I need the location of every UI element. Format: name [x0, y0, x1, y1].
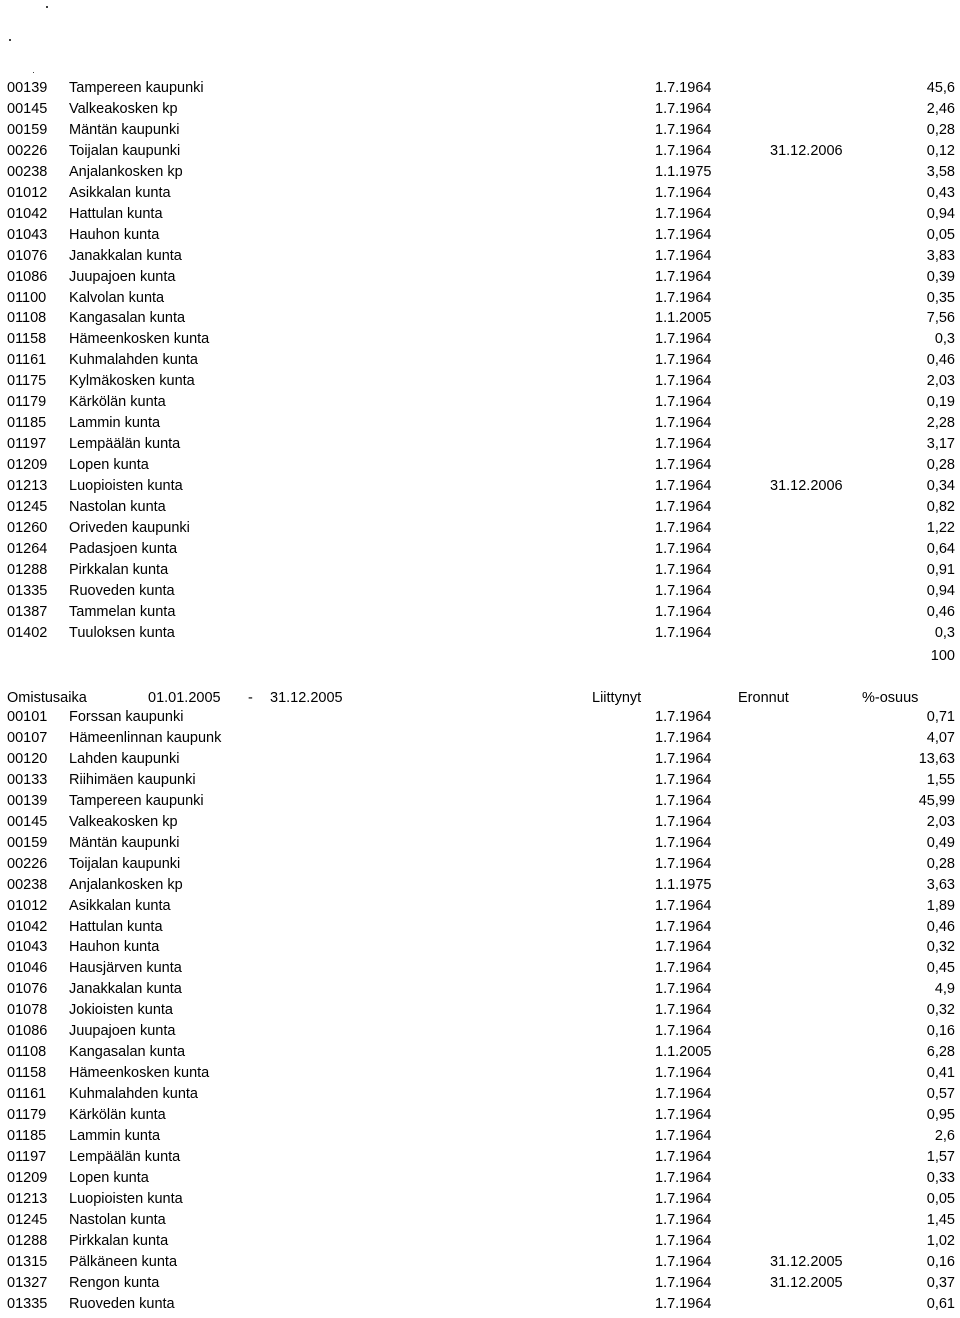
- cell-name: Tampereen kaupunki: [69, 792, 204, 809]
- cell-share: 4,07: [926, 729, 955, 746]
- cell-code: 01012: [7, 897, 48, 914]
- table-row: [0, 560, 960, 581]
- cell-name: Hattulan kunta: [69, 205, 163, 222]
- cell-code: 00145: [7, 100, 48, 117]
- table-row: [0, 288, 960, 309]
- cell-share: 3,83: [926, 247, 955, 264]
- cell-joined: 1.7.1964: [655, 981, 712, 998]
- cell-joined: 1.7.1964: [655, 603, 712, 620]
- table-row: [0, 1105, 960, 1126]
- cell-code: 01402: [7, 624, 48, 641]
- cell-code: 01042: [7, 205, 48, 222]
- cell-joined: 1.7.1964: [655, 540, 712, 557]
- cell-name: Nastolan kunta: [69, 1211, 166, 1228]
- cell-share: 0,28: [926, 121, 955, 138]
- cell-name: Valkeakosken kp: [69, 813, 178, 830]
- cell-share: 0,35: [926, 289, 955, 306]
- cell-share: 1,57: [926, 1148, 955, 1165]
- cell-share: 1,02: [926, 1232, 955, 1249]
- cell-joined: 1.7.1964: [655, 1065, 712, 1082]
- table-row: [0, 854, 960, 875]
- cell-share: 4,9: [934, 981, 955, 998]
- cell-code: 00159: [7, 834, 48, 851]
- cell-code: 00133: [7, 771, 48, 788]
- cell-share: 0,41: [926, 1065, 955, 1082]
- cell-share: 0,3: [934, 331, 955, 348]
- cell-code: 01197: [7, 1148, 47, 1165]
- cell-code: 01042: [7, 918, 48, 935]
- table-row: [0, 602, 960, 623]
- cell-name: Asikkalan kunta: [69, 184, 171, 201]
- cell-name: Kangasalan kunta: [69, 310, 186, 327]
- table-row: [0, 539, 960, 560]
- cell-joined: 1.7.1964: [655, 205, 712, 222]
- cell-name: Tampereen kaupunki: [69, 80, 204, 96]
- cell-share: 0,46: [926, 352, 955, 369]
- cell-name: Mäntän kaupunki: [69, 834, 180, 851]
- cell-share: 0,34: [926, 478, 955, 495]
- cell-name: Tuuloksen kunta: [69, 624, 175, 641]
- cell-joined: 1.7.1964: [655, 457, 712, 474]
- cell-name: Kärkölän kunta: [69, 1107, 166, 1124]
- cell-code: 01175: [7, 373, 47, 390]
- cell-name: Asikkalan kunta: [69, 897, 171, 914]
- cell-share: 0,94: [926, 582, 955, 599]
- cell-joined: 1.7.1964: [655, 918, 712, 935]
- cell-name: Janakkalan kunta: [69, 247, 182, 264]
- table-row: [0, 392, 960, 413]
- cell-share: 0,32: [926, 1002, 955, 1019]
- cell-joined: 1.7.1964: [655, 897, 712, 914]
- col-header-joined: Liittynyt: [592, 690, 642, 706]
- cell-name: Kuhmalahden kunta: [69, 1086, 198, 1103]
- cell-name: Luopioisten kunta: [69, 478, 183, 495]
- cell-code: 01161: [7, 352, 47, 369]
- table-row: [0, 162, 960, 183]
- cell-joined: 1.7.1964: [655, 1086, 712, 1103]
- period-end: 31.12.2005: [270, 690, 343, 706]
- table-row: [0, 1126, 960, 1147]
- cell-code: 00139: [7, 80, 48, 96]
- cell-share: 0,16: [926, 1023, 955, 1040]
- cell-joined: 1.7.1964: [655, 1274, 712, 1291]
- cell-joined: 1.7.1964: [655, 478, 712, 495]
- table-row: [0, 1252, 960, 1273]
- cell-joined: 1.7.1964: [655, 289, 712, 306]
- cell-name: Lempäälän kunta: [69, 1148, 181, 1165]
- cell-joined: 1.7.1964: [655, 771, 712, 788]
- cell-name: Nastolan kunta: [69, 499, 166, 515]
- cell-share: 0,28: [926, 855, 955, 872]
- cell-code: 01185: [7, 1128, 47, 1144]
- cell-joined: 1.7.1964: [655, 80, 712, 96]
- cell-code: 01012: [7, 184, 48, 201]
- cell-joined: 1.1.2005: [655, 310, 712, 327]
- table-row: [0, 371, 960, 392]
- cell-code: 01086: [7, 1023, 48, 1040]
- cell-name: Lahden kaupunki: [69, 750, 180, 767]
- cell-joined: 1.7.1964: [655, 624, 712, 641]
- cell-share: 0,45: [926, 960, 955, 977]
- table-row: [0, 1273, 960, 1294]
- scan-speck: [33, 72, 34, 73]
- cell-share: 0,46: [926, 603, 955, 620]
- table-row: [0, 875, 960, 896]
- cell-code: 01179: [7, 1107, 47, 1124]
- cell-joined: 1.7.1964: [655, 939, 712, 956]
- cell-joined: 1.7.1964: [655, 1169, 712, 1186]
- col-header-share: %-osuus: [862, 690, 919, 706]
- cell-name: Toijalan kaupunki: [69, 855, 181, 872]
- cell-share: 0,32: [926, 939, 955, 956]
- section2-header: [0, 688, 960, 709]
- cell-code: 00101: [7, 709, 48, 725]
- cell-joined: 1.7.1964: [655, 1128, 712, 1144]
- table-row: [0, 833, 960, 854]
- cell-name: Kylmäkosken kunta: [69, 373, 195, 390]
- table-row: [0, 78, 960, 99]
- cell-code: 01260: [7, 519, 48, 536]
- cell-share: 3,17: [926, 436, 955, 453]
- cell-share: 0,43: [926, 184, 955, 201]
- cell-share: 0,64: [926, 540, 955, 557]
- cell-code: 00238: [7, 163, 48, 180]
- period-label: Omistusaika: [7, 690, 87, 706]
- cell-share: 2,03: [926, 373, 955, 390]
- cell-joined: 1.7.1964: [655, 1023, 712, 1040]
- cell-joined: 1.7.1964: [655, 813, 712, 830]
- cell-joined: 1.7.1964: [655, 184, 712, 201]
- cell-joined: 1.7.1964: [655, 855, 712, 872]
- cell-joined: 1.7.1964: [655, 1002, 712, 1019]
- cell-code: 01213: [7, 1190, 48, 1207]
- cell-code: 01213: [7, 478, 48, 495]
- cell-name: Kalvolan kunta: [69, 289, 165, 306]
- cell-code: 01185: [7, 415, 47, 432]
- cell-code: 01076: [7, 247, 48, 264]
- scan-speck: [46, 6, 48, 8]
- cell-code: 00226: [7, 142, 48, 159]
- cell-share: 13,63: [918, 750, 955, 767]
- cell-name: Valkeakosken kp: [69, 100, 178, 117]
- table-row: [0, 141, 960, 162]
- table-row: [0, 267, 960, 288]
- cell-joined: 1.7.1964: [655, 519, 712, 536]
- table-row: [0, 1000, 960, 1021]
- cell-name: Anjalankosken kp: [69, 876, 183, 893]
- cell-name: Juupajoen kunta: [69, 268, 176, 285]
- cell-code: 01335: [7, 582, 48, 599]
- table-row: [0, 1189, 960, 1210]
- cell-code: 01245: [7, 499, 48, 515]
- cell-name: Luopioisten kunta: [69, 1190, 183, 1207]
- table-row: [0, 707, 960, 728]
- cell-name: Lammin kunta: [69, 415, 161, 432]
- cell-share: 0,94: [926, 205, 955, 222]
- cell-joined: 1.1.2005: [655, 1044, 712, 1061]
- cell-code: 01158: [7, 331, 47, 348]
- cell-name: Jokioisten kunta: [69, 1002, 173, 1019]
- period-separator: -: [248, 690, 253, 706]
- table-row: [0, 1210, 960, 1231]
- cell-code: 01108: [7, 1044, 47, 1061]
- table-row: [0, 204, 960, 225]
- cell-name: Hausjärven kunta: [69, 960, 182, 977]
- cell-share: 0,71: [926, 709, 955, 725]
- cell-code: 01387: [7, 603, 48, 620]
- cell-name: Rengon kunta: [69, 1274, 160, 1291]
- cell-share: 1,22: [926, 519, 955, 536]
- cell-code: 01043: [7, 939, 48, 956]
- cell-share: 0,49: [926, 834, 955, 851]
- table-row: [0, 770, 960, 791]
- cell-code: 01076: [7, 981, 48, 998]
- cell-code: 00139: [7, 792, 48, 809]
- cell-joined: 1.7.1964: [655, 834, 712, 851]
- cell-code: 00145: [7, 813, 48, 830]
- cell-joined: 1.7.1964: [655, 792, 712, 809]
- cell-name: Pirkkalan kunta: [69, 561, 169, 578]
- cell-code: 01046: [7, 960, 48, 977]
- cell-name: Pälkäneen kunta: [69, 1253, 178, 1270]
- cell-name: Mäntän kaupunki: [69, 121, 180, 138]
- cell-joined: 1.7.1964: [655, 352, 712, 369]
- cell-share: 2,03: [926, 813, 955, 830]
- table-row: [0, 749, 960, 770]
- cell-name: Hämeenkosken kunta: [69, 1065, 210, 1082]
- cell-name: Pirkkalan kunta: [69, 1232, 169, 1249]
- cell-share: 0,33: [926, 1169, 955, 1186]
- table-row: [0, 413, 960, 434]
- cell-joined: 1.7.1964: [655, 100, 712, 117]
- cell-joined: 1.7.1964: [655, 709, 712, 725]
- cell-share: 0,95: [926, 1107, 955, 1124]
- cell-joined: 1.7.1964: [655, 1253, 712, 1270]
- cell-joined: 1.7.1964: [655, 1232, 712, 1249]
- cell-name: Padasjoen kunta: [69, 540, 178, 557]
- table-row: [0, 1294, 960, 1315]
- table-row: [0, 455, 960, 476]
- cell-name: Oriveden kaupunki: [69, 519, 190, 536]
- period-start: 01.01.2005: [148, 690, 221, 706]
- cell-joined: 1.7.1964: [655, 373, 712, 390]
- cell-name: Janakkalan kunta: [69, 981, 182, 998]
- cell-code: 01086: [7, 268, 48, 285]
- table-row: [0, 937, 960, 958]
- cell-name: Riihimäen kaupunki: [69, 771, 196, 788]
- cell-joined: 1.7.1964: [655, 415, 712, 432]
- cell-share: 0,12: [926, 142, 955, 159]
- cell-joined: 1.1.1975: [655, 163, 712, 180]
- cell-left: 31.12.2006: [770, 478, 843, 495]
- table-row: [0, 183, 960, 204]
- cell-share: 0,37: [926, 1274, 955, 1291]
- cell-code: 01161: [7, 1086, 47, 1103]
- cell-share: 7,56: [926, 310, 955, 327]
- cell-name: Toijalan kaupunki: [69, 142, 181, 159]
- table-row: [0, 1063, 960, 1084]
- col-header-left: Eronnut: [738, 690, 789, 706]
- cell-code: 01078: [7, 1002, 48, 1019]
- cell-code: 00226: [7, 855, 48, 872]
- cell-share: 6,28: [926, 1044, 955, 1061]
- cell-joined: 1.7.1964: [655, 247, 712, 264]
- cell-name: Forssan kaupunki: [69, 709, 184, 725]
- table-row: [0, 329, 960, 350]
- cell-code: 01288: [7, 1232, 48, 1249]
- cell-name: Kärkölän kunta: [69, 394, 166, 411]
- cell-share: 45,99: [918, 792, 955, 809]
- cell-code: 01158: [7, 1065, 47, 1082]
- table-row: [0, 476, 960, 497]
- table-row: [0, 896, 960, 917]
- cell-share: 3,63: [926, 876, 955, 893]
- table-row: [0, 917, 960, 938]
- cell-code: 01197: [7, 436, 47, 453]
- cell-joined: 1.7.1964: [655, 499, 712, 515]
- cell-joined: 1.7.1964: [655, 268, 712, 285]
- cell-share: 1,45: [926, 1211, 955, 1228]
- cell-code: 01245: [7, 1211, 48, 1228]
- table-row: [0, 1147, 960, 1168]
- table-row: [0, 497, 960, 518]
- cell-share: 45,6: [926, 80, 955, 96]
- cell-joined: 1.7.1964: [655, 1190, 712, 1207]
- table-row: [0, 1042, 960, 1063]
- table-row: [0, 623, 960, 644]
- cell-joined: 1.7.1964: [655, 226, 712, 243]
- cell-name: Tammelan kunta: [69, 603, 176, 620]
- cell-share: 0,46: [926, 918, 955, 935]
- cell-code: 01288: [7, 561, 48, 578]
- cell-joined: 1.7.1964: [655, 582, 712, 599]
- section1-total: 100: [930, 648, 955, 664]
- cell-share: 0,05: [926, 226, 955, 243]
- cell-joined: 1.7.1964: [655, 1107, 712, 1124]
- cell-name: Hämeenlinnan kaupunk: [69, 729, 222, 746]
- cell-joined: 1.7.1964: [655, 750, 712, 767]
- cell-code: 01327: [7, 1274, 48, 1291]
- cell-joined: 1.1.1975: [655, 876, 712, 893]
- table-row: [0, 518, 960, 539]
- cell-code: 01315: [7, 1253, 48, 1270]
- scan-speck: [9, 39, 11, 41]
- cell-share: 0,19: [926, 394, 955, 411]
- cell-name: Kangasalan kunta: [69, 1044, 186, 1061]
- cell-share: 2,46: [926, 100, 955, 117]
- cell-joined: 1.7.1964: [655, 436, 712, 453]
- table-row: [0, 246, 960, 267]
- table-row: [0, 812, 960, 833]
- cell-code: 01100: [7, 289, 47, 306]
- table-row: [0, 728, 960, 749]
- cell-name: Juupajoen kunta: [69, 1023, 176, 1040]
- table-row: [0, 1084, 960, 1105]
- cell-name: Lopen kunta: [69, 457, 149, 474]
- table-row: [0, 979, 960, 1000]
- cell-share: 0,05: [926, 1190, 955, 1207]
- cell-joined: 1.7.1964: [655, 1295, 712, 1312]
- table-row: [0, 434, 960, 455]
- cell-left: 31.12.2005: [770, 1274, 843, 1291]
- cell-code: 00238: [7, 876, 48, 893]
- cell-name: Ruoveden kunta: [69, 1295, 175, 1312]
- cell-share: 2,28: [926, 415, 955, 432]
- cell-share: 0,39: [926, 268, 955, 285]
- cell-name: Hattulan kunta: [69, 918, 163, 935]
- cell-joined: 1.7.1964: [655, 331, 712, 348]
- cell-name: Hauhon kunta: [69, 226, 160, 243]
- cell-code: 01108: [7, 310, 47, 327]
- cell-code: 01209: [7, 1169, 48, 1186]
- table-row: [0, 581, 960, 602]
- table-row: [0, 308, 960, 329]
- cell-joined: 1.7.1964: [655, 121, 712, 138]
- table-row: [0, 99, 960, 120]
- table-row: [0, 350, 960, 371]
- cell-share: 0,91: [926, 561, 955, 578]
- cell-name: Lopen kunta: [69, 1169, 149, 1186]
- cell-code: 00159: [7, 121, 48, 138]
- cell-share: 3,58: [926, 163, 955, 180]
- cell-code: 01043: [7, 226, 48, 243]
- cell-share: 1,55: [926, 771, 955, 788]
- cell-name: Lempäälän kunta: [69, 436, 181, 453]
- cell-name: Anjalankosken kp: [69, 163, 183, 180]
- cell-name: Hämeenkosken kunta: [69, 331, 210, 348]
- cell-share: 1,89: [926, 897, 955, 914]
- table-row: [0, 1231, 960, 1252]
- cell-code: 01209: [7, 457, 48, 474]
- cell-joined: 1.7.1964: [655, 960, 712, 977]
- cell-left: 31.12.2005: [770, 1253, 843, 1270]
- cell-joined: 1.7.1964: [655, 561, 712, 578]
- section1-total-row: [0, 646, 960, 667]
- cell-share: 0,57: [926, 1086, 955, 1103]
- table-row: [0, 1021, 960, 1042]
- cell-code: 01264: [7, 540, 48, 557]
- cell-joined: 1.7.1964: [655, 1211, 712, 1228]
- cell-name: Kuhmalahden kunta: [69, 352, 198, 369]
- cell-name: Ruoveden kunta: [69, 582, 175, 599]
- cell-joined: 1.7.1964: [655, 729, 712, 746]
- cell-code: 01179: [7, 394, 47, 411]
- cell-joined: 1.7.1964: [655, 1148, 712, 1165]
- cell-share: 0,61: [926, 1295, 955, 1312]
- table-row: [0, 225, 960, 246]
- cell-share: 0,16: [926, 1253, 955, 1270]
- cell-code: 00120: [7, 750, 48, 767]
- cell-name: Hauhon kunta: [69, 939, 160, 956]
- cell-joined: 1.7.1964: [655, 142, 712, 159]
- table-row: [0, 791, 960, 812]
- cell-name: Lammin kunta: [69, 1128, 161, 1144]
- table-row: [0, 1168, 960, 1189]
- cell-share: 0,3: [934, 624, 955, 641]
- cell-code: 00107: [7, 729, 48, 746]
- cell-left: 31.12.2006: [770, 142, 843, 159]
- cell-code: 01335: [7, 1295, 48, 1312]
- table-row: [0, 120, 960, 141]
- cell-joined: 1.7.1964: [655, 394, 712, 411]
- table-row: [0, 958, 960, 979]
- cell-share: 2,6: [934, 1128, 955, 1144]
- cell-share: 0,28: [926, 457, 955, 474]
- cell-share: 0,82: [926, 499, 955, 515]
